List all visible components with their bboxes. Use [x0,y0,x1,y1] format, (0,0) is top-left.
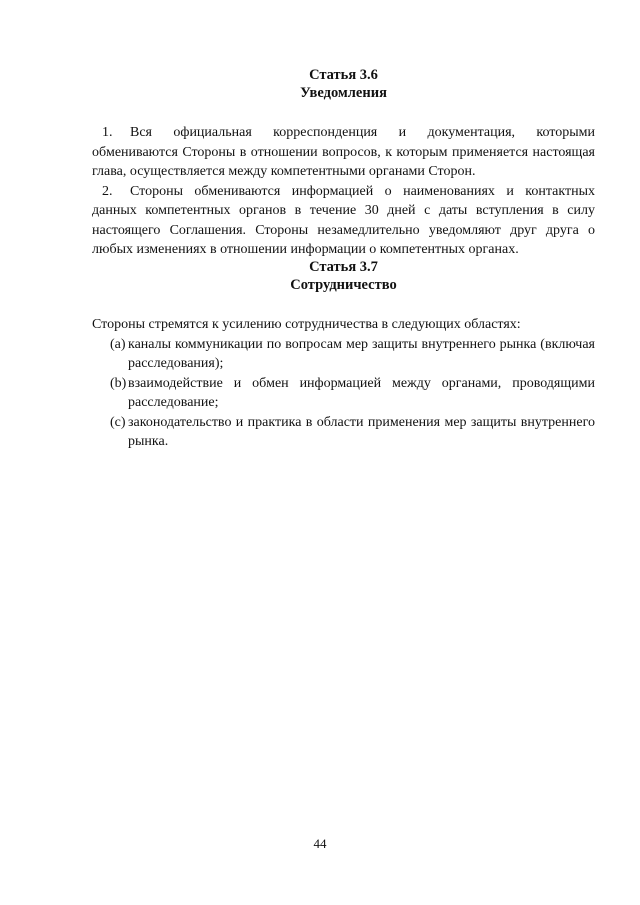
list-item-text: каналы коммуникации по вопросам мер защиты внутреннего рынка (включая расследования); [128,336,595,371]
article-subtitle: Сотрудничество [290,277,397,293]
list-item [92,413,595,452]
paragraph-text: Вся официальная корреспонденция и документация, которыми обмениваются Стороны в отношении вопросов, к которым применяется настоящая глава, осуществляется между компетентными органами Сторон. [92,125,595,179]
article-3-7 [92,258,595,452]
paragraph-number: 1. [102,125,113,140]
list-item-text: взаимодействие и обмен информацией между органами, проводящими расследование; [128,375,595,410]
article-title: Статья 3.7 [309,259,378,275]
paragraph-text: Стороны обмениваются информацией о наименованиях и контактных данных компетентных органов в течение 30 дней с даты вступления в силу настоящего Соглашения. Стороны незамедлительно уведомляют друг друга о любых изменениях в отношении информации о компетентных органах. [92,183,595,257]
paragraph-number: 2. [102,183,113,199]
list-item-text: законодательство и практика в области применения мер защиты внутреннего рынка. [128,414,595,449]
list-marker: (a) [110,336,126,352]
cooperation-list [92,335,595,452]
paragraph [92,182,595,260]
paragraph [92,123,595,182]
list-item [92,374,595,413]
page-number: 44 [313,836,327,851]
list-marker: (c) [110,414,126,430]
article-subtitle: Уведомления [300,85,387,101]
article-3-6 [92,66,595,260]
list-item [92,335,595,374]
list-marker: (b) [110,375,127,391]
article-title: Статья 3.6 [309,67,378,83]
list-intro: Стороны стремятся к усилению сотрудничества в следующих областях: [92,317,521,332]
